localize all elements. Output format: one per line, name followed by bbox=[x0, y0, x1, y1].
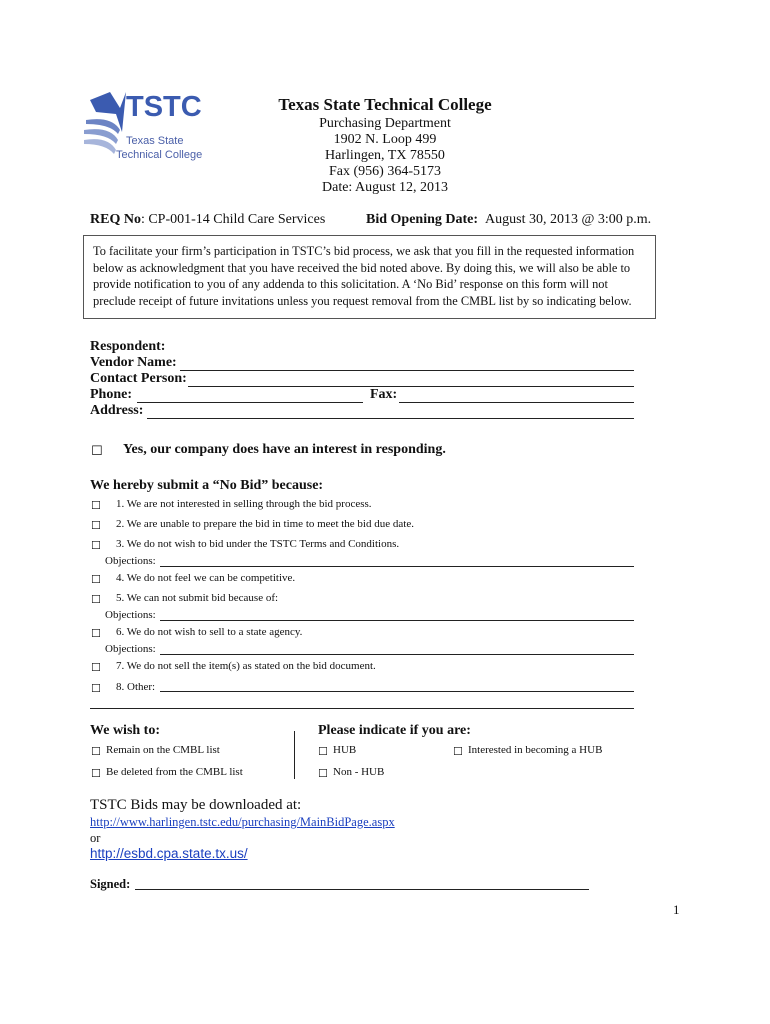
other-field[interactable] bbox=[160, 691, 634, 692]
objections-field-6[interactable] bbox=[160, 654, 634, 655]
become-hub-label: Interested in becoming a HUB bbox=[468, 744, 603, 756]
nobid-item-5: 5. We can not submit bid because of: bbox=[116, 592, 279, 604]
issue-date: Date: August 12, 2013 bbox=[322, 180, 448, 195]
delete-label: Be deleted from the CMBL list bbox=[106, 766, 243, 778]
contact-label-text: Contact Person: bbox=[90, 371, 187, 386]
address-label: Address: bbox=[90, 403, 144, 418]
nobid-checkbox-4[interactable]: ☐ bbox=[91, 573, 101, 586]
nobid-item-8: 8. Other: bbox=[116, 681, 156, 693]
fax-number: Fax (956) 364-5173 bbox=[329, 164, 441, 179]
or-text: or bbox=[90, 831, 101, 845]
vendor-field[interactable] bbox=[180, 370, 634, 371]
signature-field[interactable] bbox=[135, 889, 589, 890]
objections-field-3[interactable] bbox=[160, 566, 634, 567]
esbd-link[interactable]: http://esbd.cpa.state.tx.us/ bbox=[90, 846, 248, 861]
nobid-item-2: 2. We are unable to prepare the bid in time to meet the bid due date. bbox=[116, 518, 414, 530]
nonhub-checkbox[interactable]: ☐ bbox=[318, 767, 328, 780]
interest-checkbox[interactable]: ☐ bbox=[91, 444, 103, 459]
nobid-checkbox-2[interactable]: ☐ bbox=[91, 519, 101, 532]
respondent-heading: Respondent: bbox=[90, 339, 166, 354]
bid-opening bbox=[366, 212, 651, 228]
tstc-logo bbox=[82, 86, 222, 196]
nobid-checkbox-1[interactable]: ☐ bbox=[91, 499, 101, 512]
objections-label-3: Objections: bbox=[105, 555, 156, 567]
nobid-item-6: 6. We do not wish to sell to a state agency. bbox=[116, 626, 303, 638]
nobid-checkbox-6[interactable]: ☐ bbox=[91, 627, 101, 640]
objections-field-5[interactable] bbox=[160, 620, 634, 621]
objections-label-5: Objections: bbox=[105, 609, 156, 621]
hub-label: HUB bbox=[333, 744, 357, 756]
page-number: 1 bbox=[673, 902, 680, 917]
nobid-item-3: 3. We do not wish to bid under the TSTC Terms and Conditions. bbox=[116, 538, 400, 550]
phone-field[interactable] bbox=[137, 402, 363, 403]
address-line2: Harlingen, TX 78550 bbox=[325, 148, 445, 163]
objections-label-6: Objections: bbox=[105, 643, 156, 655]
nobid-heading: We hereby submit a “No Bid” because: bbox=[90, 478, 324, 493]
address-line1: 1902 N. Loop 499 bbox=[333, 132, 437, 147]
vendor-label: Vendor Name: bbox=[90, 355, 177, 370]
req-number bbox=[90, 212, 325, 228]
wish-heading: We wish to: bbox=[90, 723, 160, 738]
nobid-item-4: 4. We do not feel we can be competitive. bbox=[116, 572, 296, 584]
remain-label: Remain on the CMBL list bbox=[106, 744, 220, 756]
remain-checkbox[interactable]: ☐ bbox=[91, 745, 101, 758]
nobid-checkbox-8[interactable]: ☐ bbox=[91, 682, 101, 695]
phone-label: Phone: bbox=[90, 387, 132, 402]
college-title: Texas State Technical College bbox=[278, 95, 492, 114]
column-divider bbox=[294, 731, 295, 779]
logo-main-text: TSTC bbox=[126, 91, 202, 123]
nonhub-label: Non - HUB bbox=[333, 766, 385, 778]
contact-label bbox=[90, 371, 187, 387]
nobid-checkbox-5[interactable]: ☐ bbox=[91, 593, 101, 606]
nobid-checkbox-7[interactable]: ☐ bbox=[91, 661, 101, 674]
become-hub-checkbox[interactable]: ☐ bbox=[453, 745, 463, 758]
contact-field[interactable] bbox=[188, 386, 634, 387]
bid-opening-label: Bid Opening Date: bbox=[366, 212, 479, 227]
department: Purchasing Department bbox=[319, 116, 451, 131]
logo-line2: Technical College bbox=[116, 149, 203, 161]
address-field[interactable] bbox=[147, 418, 634, 419]
intro-box: To facilitate your firm’s participation in TSTC’s bid process, we ask that you fill in the requested information below as acknowledgment that you have received the bid noted above. By doing this, we will also be able to provide notification to you of any addenda to this solicitation. A ‘No Bid’ response on this form will not preclude receipt of future invitations unless you request removal from the CMBL list by so indicating below. bbox=[83, 235, 656, 319]
delete-checkbox[interactable]: ☐ bbox=[91, 767, 101, 780]
downloads-heading: TSTC Bids may be downloaded at: bbox=[90, 797, 302, 813]
harlingen-link[interactable]: http://www.harlingen.tstc.edu/purchasing/MainBidPage.aspx bbox=[90, 815, 395, 829]
req-value: : CP-001-14 Child Care Services bbox=[140, 212, 326, 227]
hub-checkbox[interactable]: ☐ bbox=[318, 745, 328, 758]
fax-field[interactable] bbox=[399, 402, 634, 403]
interest-label: Yes, our company does have an interest in responding. bbox=[123, 442, 446, 457]
signed-label: Signed: bbox=[90, 877, 131, 891]
nobid-item-7: 7. We do not sell the item(s) as stated on the bid document. bbox=[116, 660, 376, 672]
logo-line1: Texas State bbox=[126, 135, 184, 147]
nobid-checkbox-3[interactable]: ☐ bbox=[91, 539, 101, 552]
fax-label: Fax: bbox=[370, 387, 398, 402]
other-field-line2[interactable] bbox=[90, 708, 634, 709]
indicate-heading: Please indicate if you are: bbox=[318, 723, 471, 738]
bid-opening-value: August 30, 2013 @ 3:00 p.m. bbox=[485, 212, 652, 227]
req-label: REQ No bbox=[90, 212, 141, 227]
nobid-item-1: 1. We are not interested in selling through the bid process. bbox=[116, 498, 372, 510]
